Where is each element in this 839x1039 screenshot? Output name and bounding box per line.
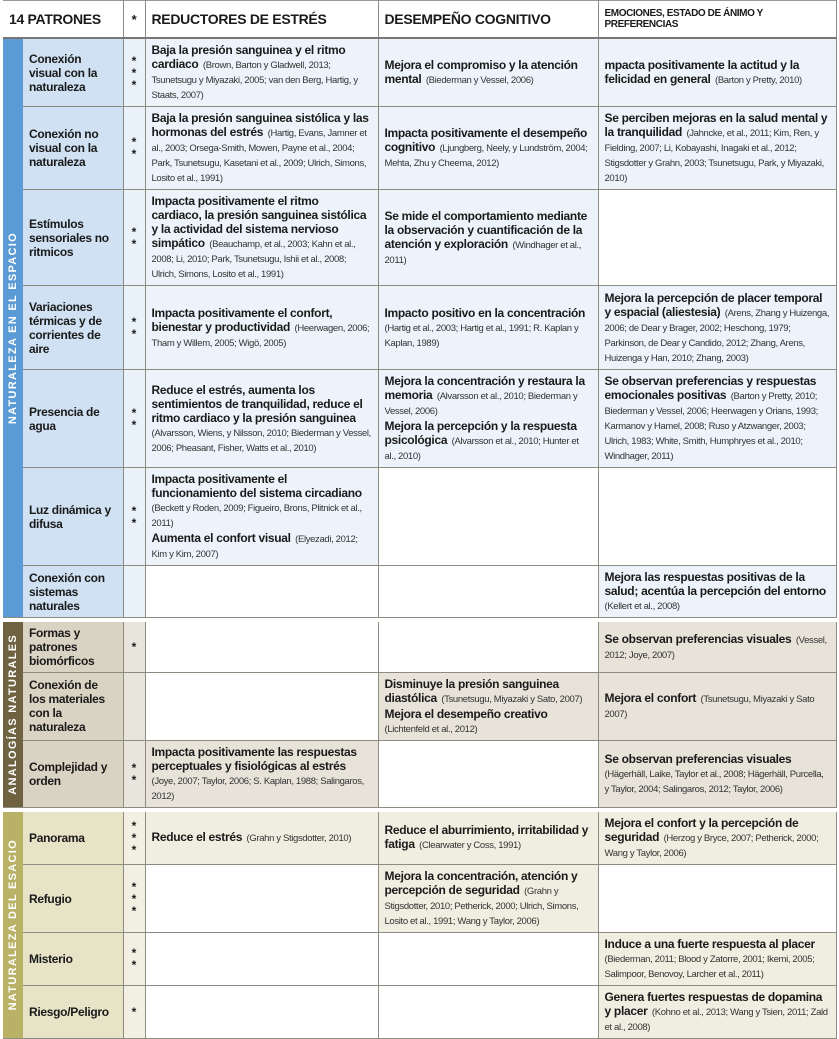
cognitive-performance-cell <box>378 740 598 807</box>
header-stress-reducers: REDUCTORES DE ESTRÉS <box>145 1 378 39</box>
finding <box>385 677 592 706</box>
pattern-name: Misterio <box>23 933 123 986</box>
group-label-text: ANALOGÍAS NATURALES <box>7 633 19 795</box>
stress-reducers-cell <box>145 933 378 986</box>
finding-title: Impacta positivamente el ritmo cardiaco, la presión sanguinea sistólica y la actividad del sistema nervioso simpático <box>151 194 367 250</box>
evidence-stars: * * <box>123 107 145 190</box>
finding-citation: (Hartig et al., 2003; Hartig et al., 1991; R. Kaplan y Kaplan, 1989) <box>384 322 579 349</box>
evidence-stars <box>123 566 145 618</box>
finding-title: Mejora la concentración, atención y percepción de seguridad <box>384 869 578 897</box>
pattern-name: Conexión con sistemas naturales <box>23 566 123 618</box>
finding-title: Impacta positivamente el confort, bienestar y productividad <box>151 305 333 334</box>
finding <box>152 43 372 102</box>
finding <box>152 830 372 845</box>
finding <box>385 126 592 170</box>
finding <box>605 632 830 662</box>
evidence-stars: * * <box>123 370 145 468</box>
finding-citation: (Biederman y Vessel, 2006) <box>425 75 534 86</box>
finding <box>605 691 830 721</box>
stress-reducers-cell <box>145 740 378 807</box>
finding-title: Impacta positivamente el desempeño cognitivo <box>384 126 588 154</box>
finding-citation: (Barton y Pretty, 2010) <box>715 75 802 86</box>
finding-citation: (Elyezadi, 2012; Kim y Kim, 2007) <box>151 534 358 560</box>
stress-reducers-cell <box>145 468 378 566</box>
finding-title: Mejora el desempeño creativo <box>384 706 548 721</box>
finding <box>152 111 372 185</box>
table-row <box>3 812 836 865</box>
emotions-cell <box>598 107 836 190</box>
emotions-cell <box>598 865 836 933</box>
stress-reducers-cell <box>145 622 378 672</box>
cognitive-performance-cell <box>378 468 598 566</box>
emotions-cell <box>598 622 836 672</box>
header-emotions: EMOCIONES, ESTADO DE ÁNIMO Y PREFERENCIAS <box>598 1 836 39</box>
table-body <box>3 38 836 1039</box>
finding-title: Mejora las respuestas positivas de la salud; acentúa la percepción del entorno <box>604 570 826 598</box>
table-row <box>3 190 836 286</box>
table-row <box>3 740 836 807</box>
emotions-cell <box>598 933 836 986</box>
evidence-stars: * * <box>123 468 145 566</box>
finding-title: Baja la presión sanguinea sistólica y las hormonas del estrés <box>151 111 369 139</box>
table-row <box>3 107 836 190</box>
finding-title: Mejora el confort <box>604 691 697 705</box>
finding-title: Induce a una fuerte respuesta al placer <box>604 937 815 951</box>
stress-reducers-cell <box>145 370 378 468</box>
finding-title: Se observan preferencias y respuestas emocionales positivas <box>604 374 817 402</box>
finding-title: Aumenta el confort visual <box>151 531 291 545</box>
evidence-stars <box>123 672 145 740</box>
table-row <box>3 38 836 107</box>
stress-reducers-cell <box>145 107 378 190</box>
finding <box>152 383 372 455</box>
finding <box>605 570 830 613</box>
finding <box>152 194 372 281</box>
finding-title: Baja la presión sanguinea y el ritmo cardiaco <box>151 43 346 71</box>
finding-title: Se perciben mejoras en la salud mental y la tranquilidad <box>604 111 828 139</box>
finding-citation: (Windhager et al., 2011) <box>384 239 582 266</box>
table-header-row <box>3 1 836 39</box>
finding-citation: (Jahncke, et al., 2011; Kim, Ren, y Fielding, 2007; Li, Kobayashi, Inagaki et al., 2012; Stigsdotter y Grahn, 2003; Tsunetsugu, Park, y Miyazaki, 2010) <box>604 128 824 184</box>
cognitive-performance-cell <box>378 286 598 370</box>
stress-reducers-cell <box>145 986 378 1039</box>
finding-citation: (Arens, Zhang y Huizenga, 2006; de Dear y Brager, 2002; Heschong, 1979; Parkinson, de Dear y Candido, 2012; Zhang, Arens, Huizenga y Han, 2010; Zhang, 2003) <box>604 307 830 364</box>
finding <box>385 823 592 852</box>
finding-title: Mejora el compromiso y la atención mental <box>384 58 578 86</box>
finding <box>385 209 592 267</box>
cognitive-performance-cell <box>378 933 598 986</box>
finding-citation: (Hartig, Evans, Jamner et al., 2003; Orsega-Smith, Mowen, Payne et al., 2004; Park, Tsunetsugu, Kasetani et al., 2009; Ulrich, Simons, Losito et al., 1991) <box>151 128 367 184</box>
pattern-name: Riesgo/Peligro <box>23 986 123 1039</box>
finding <box>605 374 830 463</box>
stress-reducers-cell <box>145 286 378 370</box>
finding <box>605 990 830 1034</box>
evidence-stars: * * * <box>123 865 145 933</box>
finding-title: Impacta positivamente las respuestas perceptuales y fisiológicas al estrés <box>151 744 357 773</box>
cognitive-performance-cell <box>378 38 598 107</box>
finding-citation: (Kohno et al., 2013; Wang y Tsien, 2011; Zald et al., 2008) <box>604 1007 828 1033</box>
header-patterns: 14 PATRONES <box>3 1 123 39</box>
finding-citation: (Vessel, 2012; Joye, 2007) <box>604 634 827 661</box>
finding-citation: (Tsunetsugu, Miyazaki y Sato 2007) <box>604 694 815 720</box>
finding-title: Mejora la percepción de placer temporal y espacial (aliestesia) <box>604 290 823 319</box>
emotions-cell <box>598 672 836 740</box>
finding-citation: (Alvarsson et al., 2010; Hunter et al., 2010) <box>384 436 579 462</box>
evidence-stars: * <box>123 986 145 1039</box>
finding <box>385 374 592 418</box>
finding-title: Se mide el comportamiento mediante la observación y cuantificación de la atención y exploración <box>384 208 588 251</box>
stress-reducers-cell <box>145 672 378 740</box>
cognitive-performance-cell <box>378 107 598 190</box>
emotions-cell <box>598 566 836 618</box>
evidence-stars: * * <box>123 933 145 986</box>
table-row <box>3 672 836 740</box>
finding-citation: (Beckett y Roden, 2009; Figueiro, Brons, Plitnick et al., 2011) <box>151 503 362 529</box>
pattern-name: Variaciones térmicas y de corrientes de aire <box>23 286 123 370</box>
finding <box>152 472 372 530</box>
evidence-stars: * * <box>123 740 145 807</box>
finding-citation: (Joye, 2007; Taylor, 2006; S. Kaplan, 1988; Salingaros, 2012) <box>151 775 364 802</box>
table-row <box>3 622 836 672</box>
finding <box>152 531 372 561</box>
table-row <box>3 370 836 468</box>
emotions-cell <box>598 286 836 370</box>
header-cognitive-performance: DESEMPEÑO COGNITIVO <box>378 1 598 39</box>
table-row <box>3 286 836 370</box>
pattern-name: Estímulos sensoriales no ritmicos <box>23 190 123 286</box>
cognitive-performance-cell <box>378 865 598 933</box>
finding-citation: (Biederman, 2011; Blood y Zatorre, 2001; Ikemi, 2005; Salimpoor, Benovoy, Larcher et al., 2011) <box>604 954 815 980</box>
finding-citation: (Tsunetsugu, Miyazaki y Sato, 2007) <box>441 693 583 705</box>
pattern-name: Refugio <box>23 865 123 933</box>
finding <box>385 707 592 736</box>
finding-title: Disminuye la presión sanguinea diastólica <box>384 676 559 705</box>
cognitive-performance-cell <box>378 986 598 1039</box>
finding-title: Reduce el aburrimiento, irritabilidad y fatiga <box>384 823 589 852</box>
emotions-cell <box>598 812 836 865</box>
pattern-name: Complejidad y orden <box>23 740 123 807</box>
emotions-cell <box>598 986 836 1039</box>
finding <box>385 419 592 463</box>
finding <box>605 291 830 365</box>
evidence-stars: * <box>123 622 145 672</box>
emotions-cell <box>598 468 836 566</box>
finding-title: Mejora el confort y la percepción de seguridad <box>604 815 799 844</box>
finding-title: Genera fuertes respuestas de dopamina y placer <box>604 990 823 1018</box>
pattern-name: Conexión no visual con la naturaleza <box>23 107 123 190</box>
finding-citation: (Hägerhäll, Laike, Taylor et al., 2008; Hägerhäll, Purcella, y Taylor, 2004; Salingaros, 2012; Taylor, 2006) <box>604 768 824 795</box>
finding <box>605 58 830 87</box>
header-star: * <box>123 1 145 39</box>
emotions-cell <box>598 38 836 107</box>
evidence-stars: * * <box>123 190 145 286</box>
emotions-cell <box>598 190 836 286</box>
cognitive-performance-cell <box>378 812 598 865</box>
finding-citation: (Alvarsson et al., 2010; Biederman y Vessel, 2006) <box>384 391 578 417</box>
pattern-name: Presencia de agua <box>23 370 123 468</box>
group-label-text: NATURALEZA DEL ESACIO <box>7 839 19 1011</box>
stress-reducers-cell <box>145 865 378 933</box>
finding <box>385 306 592 350</box>
evidence-stars: * * <box>123 286 145 370</box>
cognitive-performance-cell <box>378 566 598 618</box>
finding-citation: (Clearwater y Coss, 1991) <box>419 840 521 852</box>
finding-title: Reduce el estrés <box>151 830 243 845</box>
table-row <box>3 933 836 986</box>
finding-title: Se observan preferencias visuales <box>604 751 792 766</box>
stress-reducers-cell <box>145 190 378 286</box>
table-row <box>3 468 836 566</box>
finding <box>152 306 372 350</box>
group-label-text: NATURALEZA EN EL ESPACIO <box>7 231 19 425</box>
stress-reducers-cell <box>145 566 378 618</box>
finding-citation: (Brown, Barton y Gladwell, 2013; Tsunetsugu y Miyazaki, 2005; van den Berg, Hartig, y Staats, 2007) <box>151 60 358 101</box>
finding-title: Mejora la percepción y la respuesta psicológica <box>384 419 577 447</box>
cognitive-performance-cell <box>378 370 598 468</box>
emotions-cell <box>598 740 836 807</box>
evidence-stars: * * * <box>123 38 145 107</box>
finding <box>605 752 830 796</box>
finding <box>605 816 830 860</box>
finding-title: Impacto positivo en la concentración <box>384 305 586 320</box>
table-row <box>3 986 836 1039</box>
finding-citation: (Grahn y Stigsdotter, 2010; Petherick, 2000; Ulrich, Simons, Losito et al., 1991; Wang y Taylor, 2006) <box>384 886 579 927</box>
stress-reducers-cell <box>145 38 378 107</box>
table-row <box>3 865 836 933</box>
group-label <box>3 622 23 807</box>
cognitive-performance-cell <box>378 190 598 286</box>
finding-title: Reduce el estrés, aumenta los sentimientos de tranquilidad, reduce el ritmo cardiaco y la presión sanguinea <box>151 382 363 425</box>
finding-citation: (Beauchamp, et al., 2003; Kahn et al., 2008; Li, 2010; Park, Tsunetsugu, Ishii et al., 2008; Ulrich, Simons, Losito et al., 1991) <box>151 239 356 280</box>
finding <box>605 937 830 981</box>
finding-citation: (Heerwagen, 2006; Tham y Willem, 2005; Wigö, 2005) <box>151 322 370 349</box>
finding-citation: (Alvarsson, Wiens, y Nilsson, 2010; Biederman y Vessel, 2006; Pheasant, Fisher, Watts et al., 2010) <box>151 427 371 454</box>
finding <box>152 745 372 803</box>
finding-citation: (Barton y Pretty, 2010; Biederman y Vessel, 2006; Heerwagen y Orians, 1993; Karmanov y Hamel, 2008; Ruso y Atzwanger, 2003; Ulrich, 1983; White, Smith, Humphryes et al., 2010; Windhager, 2011) <box>604 391 818 462</box>
stress-reducers-cell <box>145 812 378 865</box>
finding-citation: (Herzog y Bryce, 2007; Petherick, 2000; Wang y Taylor, 2006) <box>604 832 819 859</box>
pattern-name: Conexión de los materiales con la naturaleza <box>23 672 123 740</box>
pattern-name: Conexión visual con la naturaleza <box>23 38 123 107</box>
finding-citation: (Grahn y Stigsdotter, 2010) <box>246 833 352 845</box>
finding-title: Impacta positivamente el funcionamiento del sistema circadiano <box>151 472 362 500</box>
cognitive-performance-cell <box>378 672 598 740</box>
finding-citation: (Lichtenfeld et al., 2012) <box>384 723 478 735</box>
finding-title: Mejora la concentración y restaura la memoria <box>384 374 585 402</box>
finding <box>385 58 592 87</box>
finding-citation: (Ljungberg, Neely, y Lundström, 2004; Mehta, Zhu y Cheema, 2012) <box>384 143 588 169</box>
table-row <box>3 566 836 618</box>
finding-title: Se observan preferencias visuales <box>604 631 792 646</box>
biophilic-patterns-table <box>3 0 837 1039</box>
finding <box>605 111 830 185</box>
pattern-name: Luz dinámica y difusa <box>23 468 123 566</box>
evidence-stars: * * * <box>123 812 145 865</box>
emotions-cell <box>598 370 836 468</box>
group-label <box>3 812 23 1039</box>
finding-citation: (Kellert et al., 2008) <box>604 601 680 612</box>
cognitive-performance-cell <box>378 622 598 672</box>
pattern-name: Panorama <box>23 812 123 865</box>
pattern-name: Formas y patrones biomórficos <box>23 622 123 672</box>
group-label <box>3 38 23 618</box>
finding-title: mpacta positivamente la actitud y la felicidad en general <box>604 58 800 86</box>
finding <box>385 869 592 928</box>
